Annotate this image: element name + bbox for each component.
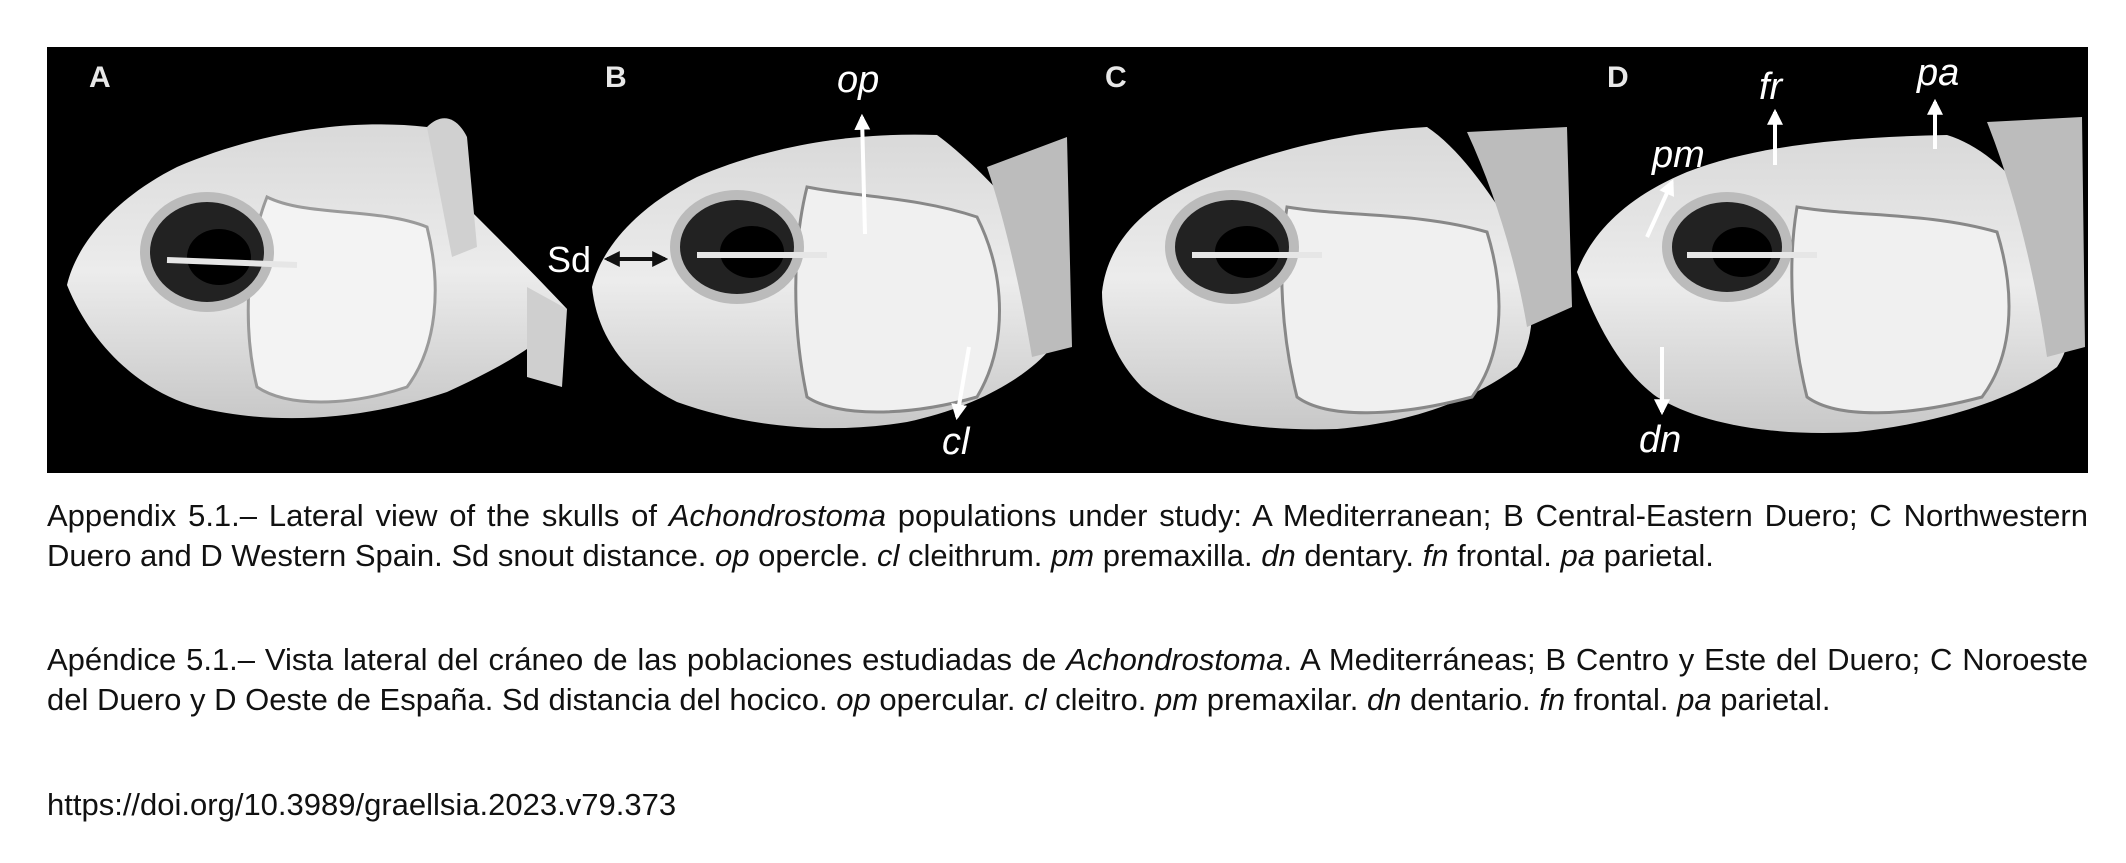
genus-name: Achondrostoma xyxy=(668,498,886,533)
label-dn: dn xyxy=(1639,419,1682,461)
skull-figure xyxy=(47,47,2088,473)
doi-link[interactable]: https://doi.org/10.3989/graellsia.2023.v79.373 xyxy=(47,787,677,822)
label-fr: fr xyxy=(1759,66,1783,108)
skull-figure-svg xyxy=(47,47,2088,473)
panel-d xyxy=(1577,52,2085,461)
panel-letter-d: D xyxy=(1607,61,1629,94)
genus-name: Achondrostoma xyxy=(1066,642,1284,677)
label-pm: pm xyxy=(1652,134,1705,176)
panel-letter-a: A xyxy=(89,61,111,94)
panel-a xyxy=(67,61,567,418)
label-op: op xyxy=(837,59,880,101)
panel-b xyxy=(547,59,1072,463)
panel-letter-b: B xyxy=(605,61,627,94)
panel-letter-c: C xyxy=(1105,61,1127,94)
label-sd: Sd xyxy=(547,239,592,280)
label-cl: cl xyxy=(942,421,970,463)
caption-english: Appendix 5.1.– Lateral view of the skulls of Achondrostoma populations under study: A Mediterranean; B Central-Eastern Duero; C Northwestern Duero and D Western Spain. Sd snout distance. op opercle. cl cleithrum. pm premaxilla. dn dentary. fn frontal. pa parietal. xyxy=(47,498,2088,573)
label-pa: pa xyxy=(1917,52,1960,94)
caption-spanish: Apéndice 5.1.– Vista lateral del cráneo de las poblaciones estudiadas de Achondrostoma. A Mediterráneas; B Centro y Este del Duero; C Noroeste del Duero y D Oeste de España. Sd distancia del hocico. op opercular. cl cleitro. pm premaxilar. dn dentario. fn frontal. pa parietal. xyxy=(47,642,2088,717)
panel-c xyxy=(1102,61,1572,429)
